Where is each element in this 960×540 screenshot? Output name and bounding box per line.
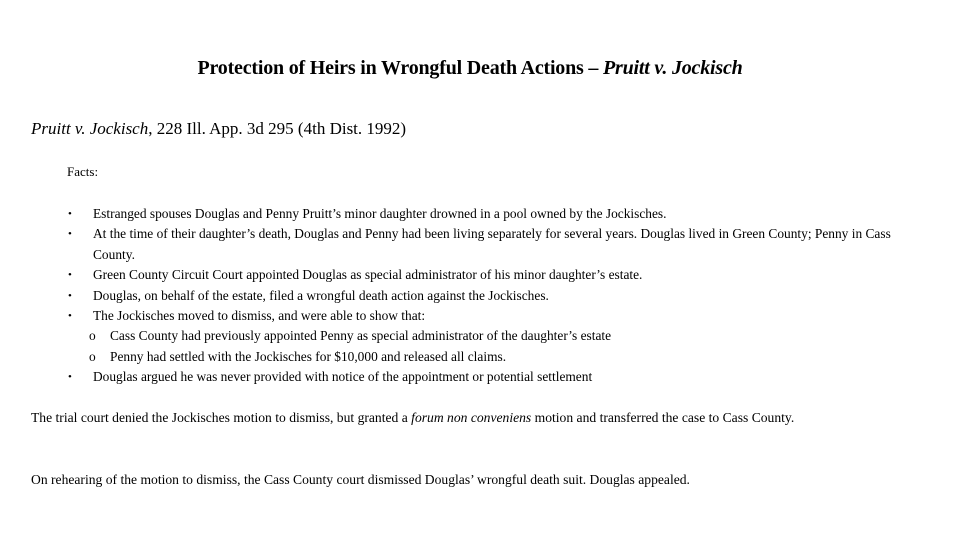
fact-text: Green County Circuit Court appointed Douglas as special administrator of his minor daughter’s estate.	[93, 267, 643, 283]
bullet-icon: •	[68, 371, 72, 384]
fact-item	[67, 224, 912, 265]
fact-item	[67, 204, 912, 224]
page-title	[0, 57, 940, 80]
paragraph1-italic-term: forum non conveniens	[411, 410, 532, 425]
fact-item	[67, 367, 912, 387]
fact-text: At the time of their daughter’s death, Douglas and Penny had been living separately for several years. Douglas lived in Green County; Penny in Cass County.	[93, 226, 891, 262]
bullet-icon: •	[68, 208, 72, 220]
title-prefix: Protection of Heirs in Wrongful Death Actions –	[197, 57, 604, 79]
fact-text: The Jockisches moved to dismiss, and were able to show that:	[93, 308, 426, 324]
bullet-icon: •	[68, 310, 72, 323]
fact-item	[67, 265, 912, 285]
fact-item	[67, 306, 912, 367]
fact-item	[67, 286, 912, 306]
trial-court-paragraph	[31, 408, 908, 428]
bullet-icon: •	[68, 289, 72, 302]
citation-reference: , 228 Ill. App. 3d 295 (4th Dist. 1992)	[148, 119, 407, 138]
bullet-icon: •	[68, 228, 72, 241]
paragraph1-after: motion and transferred the case to Cass County.	[531, 410, 795, 425]
fact-text: Douglas argued he was never provided with notice of the appointment or potential settlement	[93, 369, 593, 385]
fact-sub-list	[89, 326, 912, 367]
fact-text: Estranged spouses Douglas and Penny Pruitt’s minor daughter drowned in a pool owned by the Jockisches.	[93, 206, 667, 221]
facts-heading: Facts:	[67, 164, 99, 179]
case-citation	[31, 119, 406, 139]
fact-sub-text: Cass County had previously appointed Penny as special administrator of the daughter’s estate	[110, 328, 612, 344]
title-case-name: Pruitt v. Jockisch	[603, 57, 743, 79]
fact-sub-item	[78, 347, 897, 367]
fact-text: Douglas, on behalf of the estate, filed a wrongful death action against the Jockisches.	[93, 287, 549, 303]
fact-sub-text: Penny had settled with the Jockisches for $10,000 and released all claims.	[110, 348, 507, 364]
sub-bullet-icon: o	[89, 348, 96, 364]
citation-case-name: Pruitt v. Jockisch	[31, 119, 149, 138]
bullet-icon: •	[68, 269, 72, 282]
facts-list	[67, 204, 912, 388]
rehearing-paragraph: On rehearing of the motion to dismiss, the Cass County court dismissed Douglas’ wrongful death suit. Douglas appealed.	[31, 472, 690, 487]
paragraph1-before: The trial court denied the Jockisches motion to dismiss, but granted a	[31, 410, 412, 425]
sub-bullet-icon: o	[89, 328, 96, 344]
fact-sub-item	[78, 326, 897, 346]
